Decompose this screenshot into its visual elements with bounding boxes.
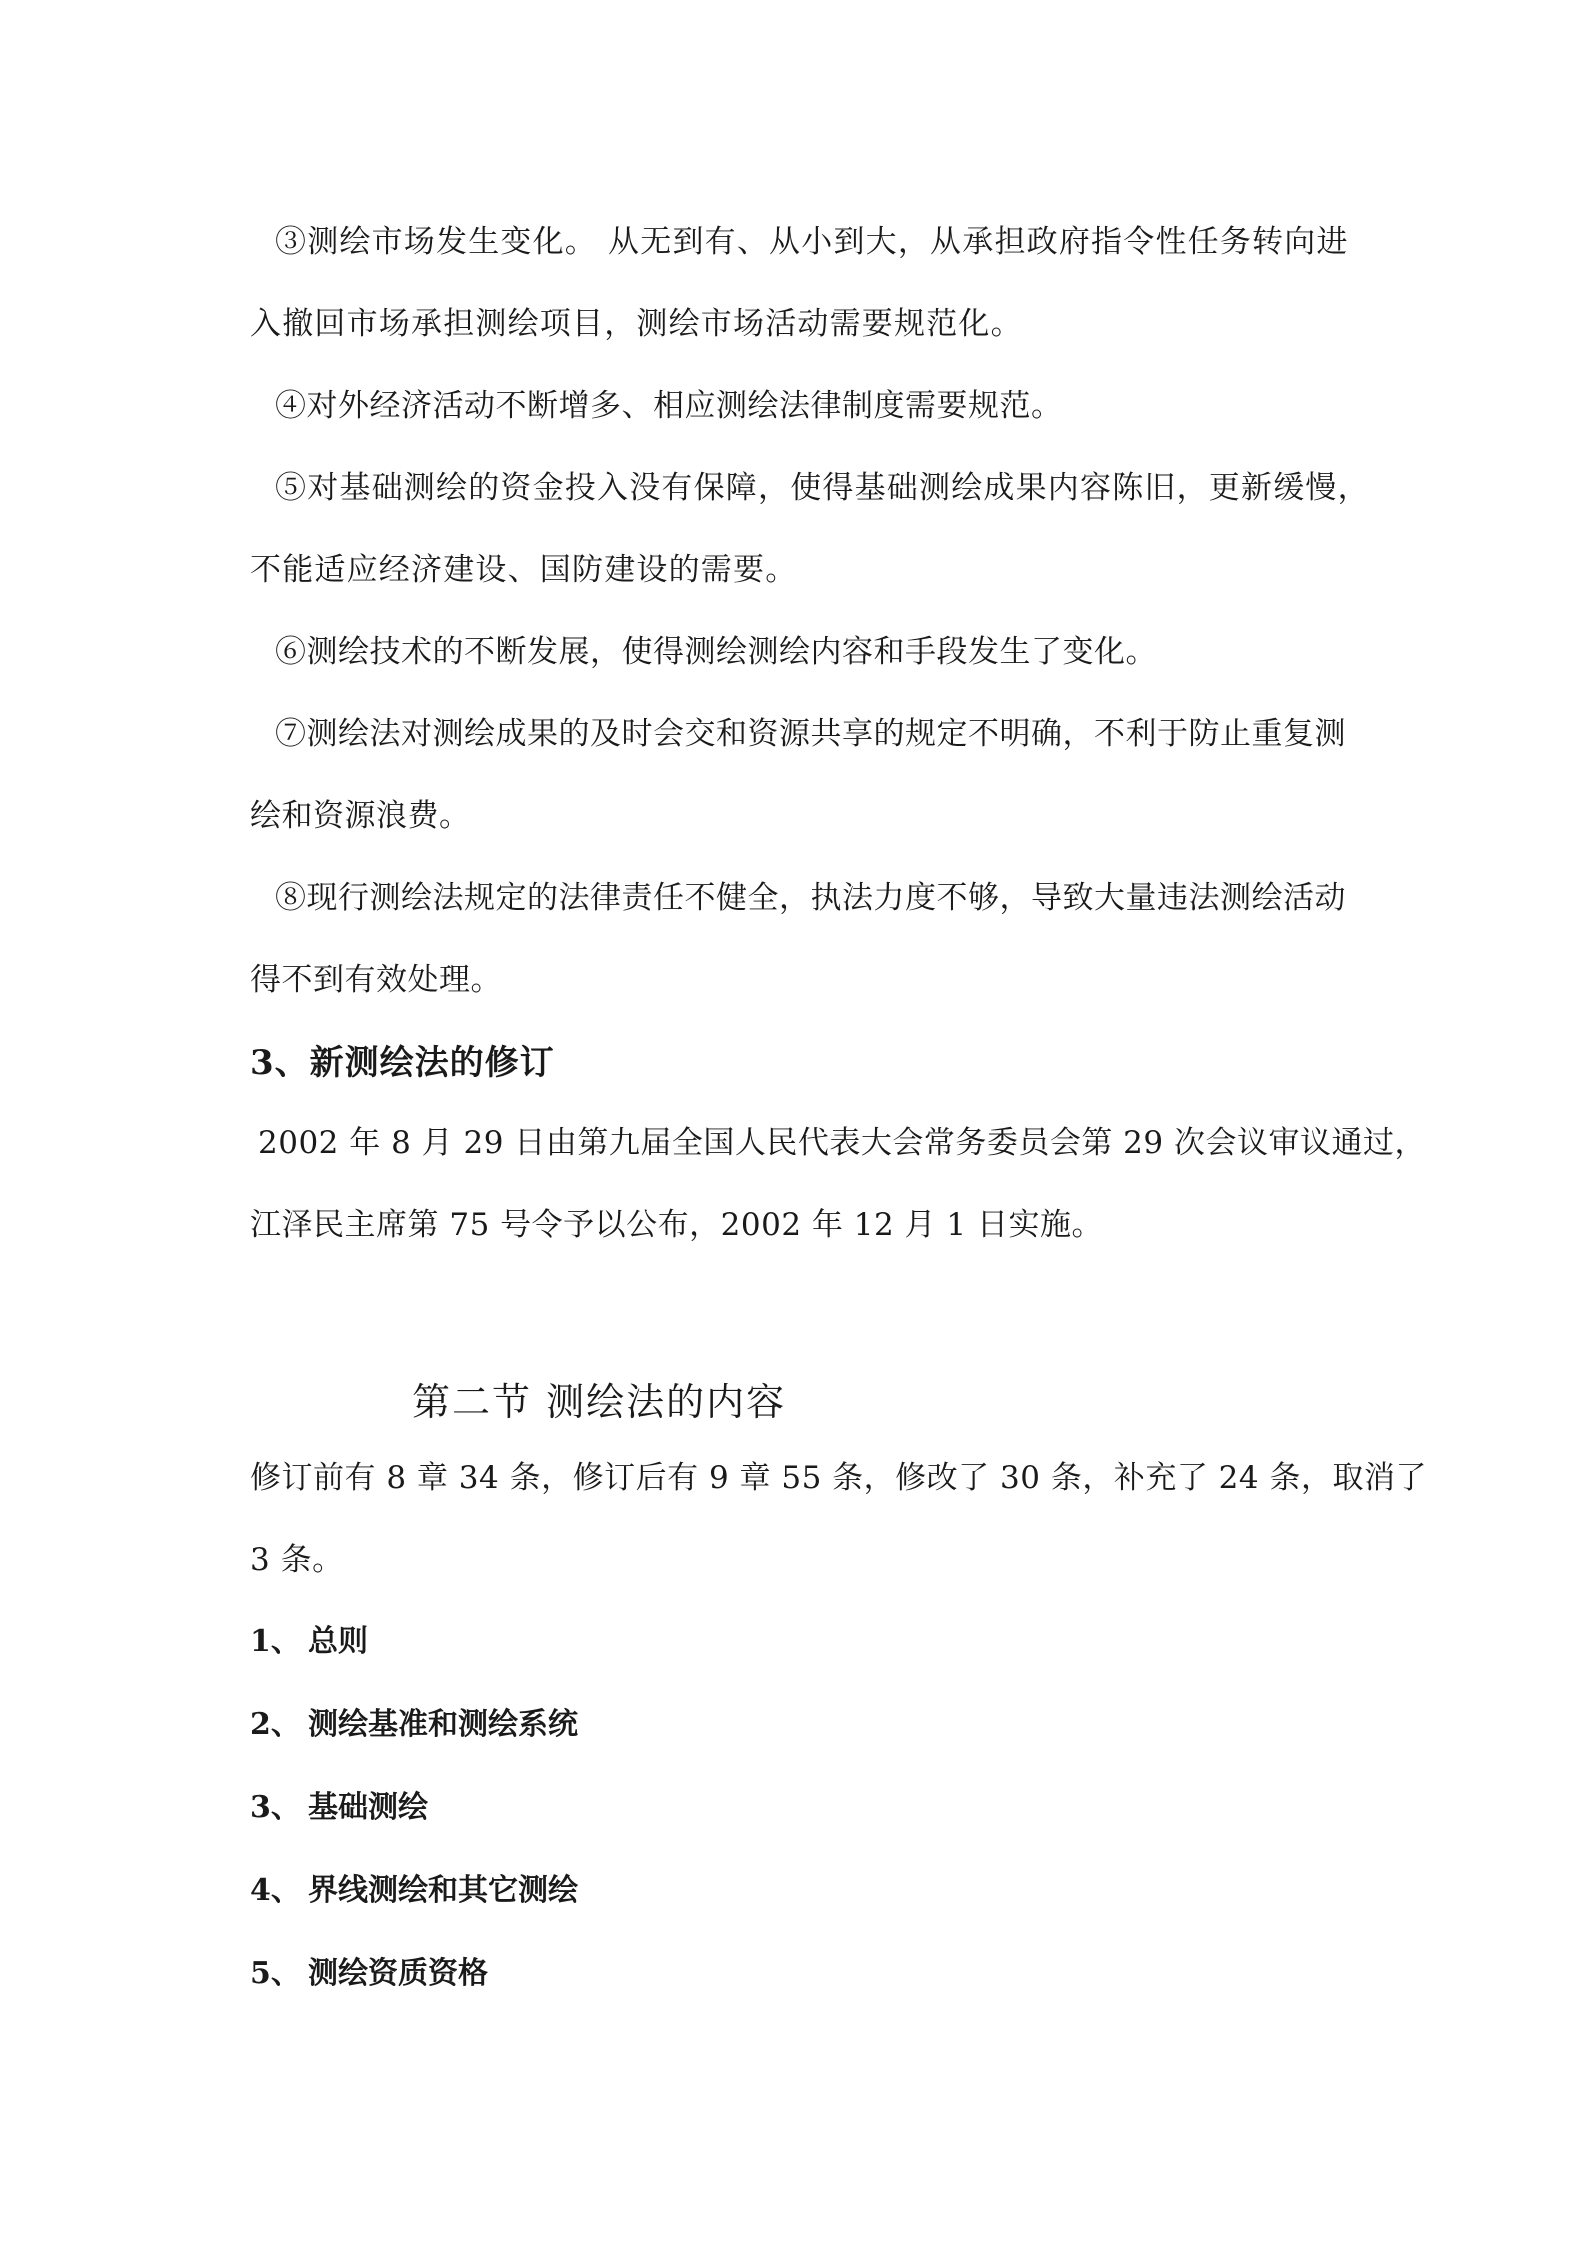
revision-heading: 3、新测绘法的修订 bbox=[250, 1043, 555, 1083]
toc-item-basic bbox=[250, 1788, 428, 1828]
toc-item-qualification bbox=[250, 1954, 488, 1994]
section-title: 第二节 测绘法的内容 bbox=[412, 1380, 787, 1424]
paragraph-line: 2002 年 8 月 29 日由第九届全国人民代表大会常务委员会第 29 次会议审议通过， bbox=[258, 1125, 1426, 1161]
toc-number: 5、 bbox=[250, 1956, 301, 1991]
paragraph-line: ③测绘市场发生变化。 从无到有、从小到大，从承担政府指令性任务转向进 bbox=[275, 224, 1349, 260]
paragraph-line: 江泽民主席第 75 号令予以公布，2002 年 12 月 1 日实施。 bbox=[250, 1207, 1103, 1243]
toc-item-boundary bbox=[250, 1871, 578, 1911]
paragraph-line: 修订前有 8 章 34 条，修订后有 9 章 55 条，修改了 30 条，补充了 24 条，取消了 bbox=[250, 1460, 1427, 1496]
paragraph-line: ④对外经济活动不断增多、相应测绘法律制度需要规范。 bbox=[275, 388, 1063, 424]
paragraph-line: 入撤回市场承担测绘项目，测绘市场活动需要规范化。 bbox=[250, 306, 1023, 342]
paragraph-line: ⑥测绘技术的不断发展，使得测绘测绘内容和手段发生了变化。 bbox=[275, 634, 1157, 670]
toc-label: 总则 bbox=[308, 1624, 368, 1659]
toc-number: 3、 bbox=[250, 1790, 301, 1825]
paragraph-line: ⑤对基础测绘的资金投入没有保障，使得基础测绘成果内容陈旧，更新缓慢， bbox=[275, 470, 1370, 506]
toc-label: 测绘基准和测绘系统 bbox=[308, 1707, 578, 1742]
toc-item-datum bbox=[250, 1705, 578, 1745]
paragraph-line: 3 条。 bbox=[250, 1542, 344, 1578]
toc-label: 基础测绘 bbox=[308, 1790, 428, 1825]
paragraph-line: ⑦测绘法对测绘成果的及时会交和资源共享的规定不明确，不利于防止重复测 bbox=[275, 716, 1346, 752]
toc-number: 1、 bbox=[250, 1624, 301, 1659]
paragraph-line: 得不到有效处理。 bbox=[250, 962, 502, 998]
toc-label: 界线测绘和其它测绘 bbox=[308, 1873, 578, 1908]
toc-number: 2、 bbox=[250, 1707, 301, 1742]
toc-number: 4、 bbox=[250, 1873, 301, 1908]
paragraph-line: ⑧现行测绘法规定的法律责任不健全，执法力度不够，导致大量违法测绘活动 bbox=[275, 880, 1346, 916]
paragraph-line: 绘和资源浪费。 bbox=[250, 798, 471, 834]
toc-item-general bbox=[250, 1622, 368, 1662]
paragraph-line: 不能适应经济建设、国防建设的需要。 bbox=[250, 552, 798, 588]
toc-label: 测绘资质资格 bbox=[308, 1956, 488, 1991]
